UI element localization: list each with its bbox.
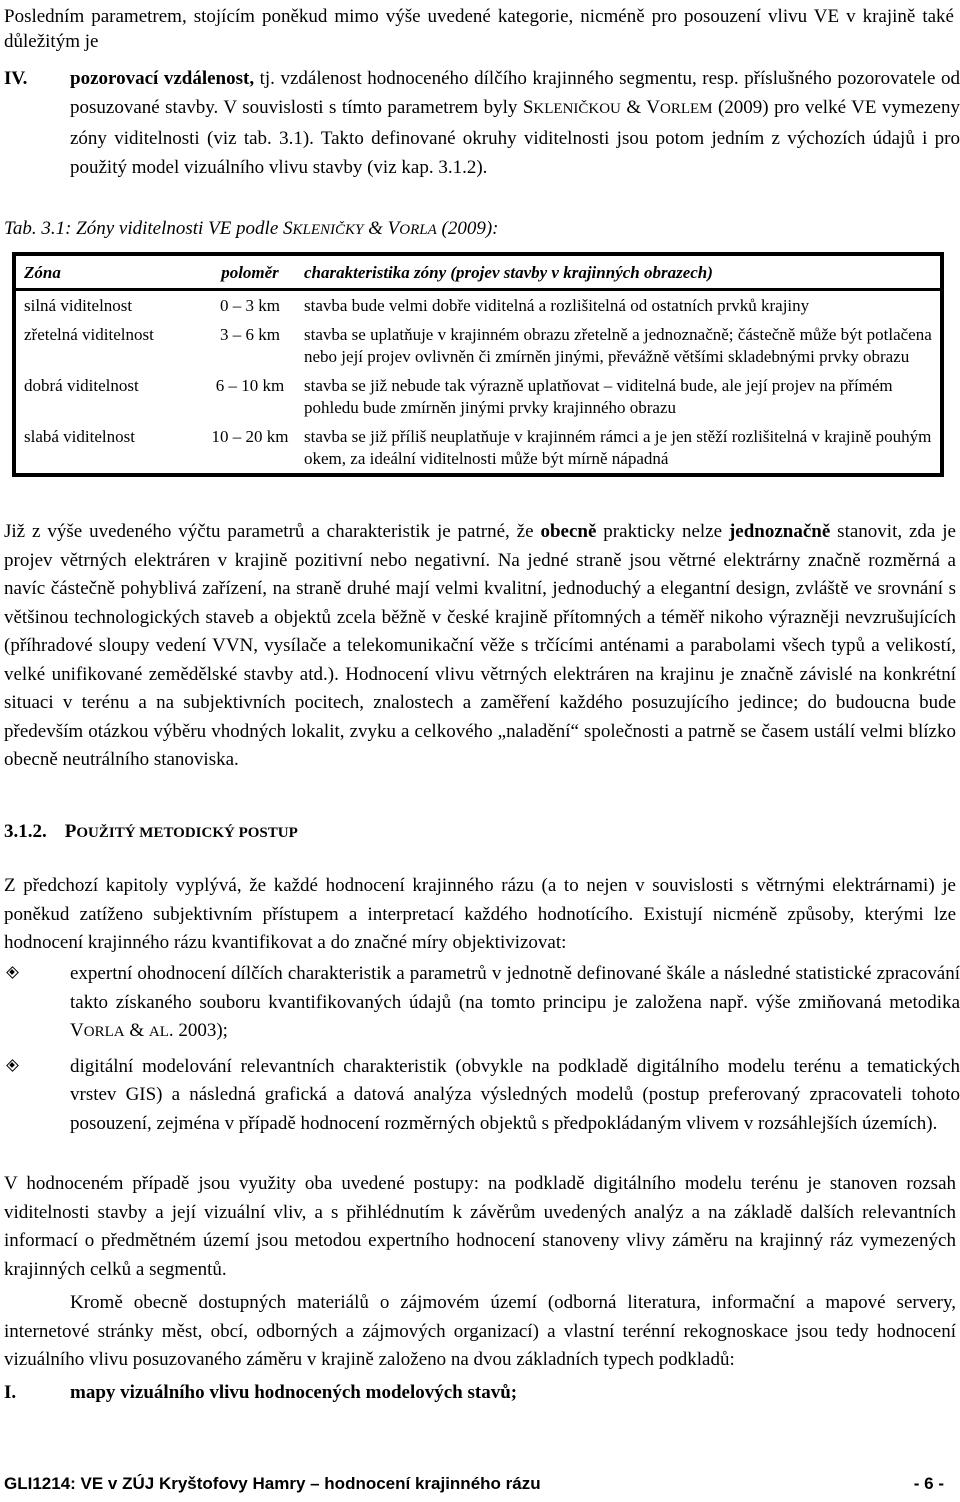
table-row <box>14 290 942 321</box>
bullet1-al: AL <box>148 1024 169 1040</box>
zone-radius: 3 – 6 km <box>220 325 280 344</box>
caption-author-a-initial: S <box>283 218 293 239</box>
discussion-part3: stanovit, zda je projev větrných elektráren v krajině pozitivní nebo negativní. Na jedné straně jsou větrné elektrárny značně rozměrná a navíc částečně pohyblivá zařízení, na straně druhé mají velmi kvalitní, jednoduchý a elegantní design, zvláště ve srovnání s většinou technologických staveb a objektů zcela běžně v české krajině přítomných a téměř nikoho výrazněji nevzrušujících (příhradové sloupy vedení VVN, vysílače a telekomunikační věže s trčícími anténami a parabolami všech typů a velikostí, velké unifikované zemědělské stavby atd.). Hodnocení vlivu větrných elektráren na krajinu je značně závislé na konkrétní situaci v terénu a na subjektivních pocitech, znalostech a zaměření každého posuzujícího jedince; do budoucna bude především otázkou výběru vhodných lokalit, zvyku a celkového „naladění“ společnosti a patrně se časem ustálí velmi blízko obecně neutrálního stanoviska. <box>4 521 956 770</box>
diamond-bullet-icon <box>6 1059 18 1071</box>
item-i-number: I. <box>4 1382 17 1403</box>
method-paragraph: Z předchozí kapitoly vyplývá, že každé hodnocení krajinného rázu (a to nejen v souvislosti s větrnými elektrárnami) je poněkud zatíženo subjektivním přístupem a interpretací každého hodnotícího. Existují nicméně způsoby, kterými lze hodnocení krajinného rázu kvantifikovat a do značné míry objektivizovat: <box>4 875 956 953</box>
table-row <box>14 320 942 371</box>
section-title-rest: OUŽITÝ METODICKÝ POSTUP <box>76 825 298 841</box>
bullet1-author-initial: V <box>70 1020 84 1041</box>
method-bullet-list <box>4 960 960 1144</box>
caption-ampersand: & <box>363 218 388 239</box>
item-iv-lead: pozorovací vzdálenost, <box>70 68 255 89</box>
intro-paragraph: Posledním parametrem, stojícím poněkud mimo výše uvedené kategorie, nicméně pro posouzení vlivu VE v krajině také důležitým je <box>4 6 954 52</box>
footer-title: GLI1214: VE v ZÚJ Kryštofovy Hamry – hodnocení krajinného rázu <box>4 1474 541 1493</box>
header-zone: Zóna <box>14 254 202 290</box>
item-iv <box>4 64 960 182</box>
page-number: - 6 - <box>913 1474 944 1493</box>
zone-name: zřetelná viditelnost <box>24 325 154 344</box>
bullet1-ampersand: & <box>124 1020 149 1041</box>
visibility-zones-table <box>12 252 944 477</box>
author-b-initial: V <box>646 97 660 118</box>
table-header-row <box>14 254 942 290</box>
section-heading <box>4 821 298 843</box>
zone-characteristic: stavba se již nebude tak výrazně uplatňovat – viditelná bude, ale její projev na přímém pohledu bude zmírněn jinými prvky krajinného obrazu <box>304 376 893 417</box>
section-title-initial: P <box>64 821 77 842</box>
section-number: 3.1.2. <box>4 821 47 842</box>
bullet-text-expert <box>70 960 960 1047</box>
discussion-paragraph <box>4 518 956 775</box>
zone-radius: 10 – 20 km <box>211 427 289 446</box>
header-radius: poloměr <box>202 254 296 290</box>
zone-radius: 0 – 3 km <box>220 296 280 315</box>
item-i <box>4 1382 517 1404</box>
caption-author-a-rest: KLENIČKY <box>292 222 364 238</box>
author-a-rest: KLENIČKOU <box>533 101 621 117</box>
zone-name: silná viditelnost <box>24 296 133 315</box>
zone-name: slabá viditelnost <box>24 427 135 446</box>
discussion-part1: Již z výše uvedeného výčtu parametrů a charakteristik je patrné, že <box>4 521 541 542</box>
item-iv-number: IV. <box>4 68 28 89</box>
bullet1-tail: . 2003); <box>168 1020 228 1041</box>
caption-prefix: Tab. 3.1: Zóny viditelnosti VE podle <box>4 218 284 239</box>
discussion-part2: prakticky nelze <box>596 521 729 542</box>
bullet1-author-rest: ORLA <box>83 1024 125 1040</box>
discussion-bold-unambiguously: jednoznačně <box>728 521 831 542</box>
table-row <box>14 422 942 475</box>
both-methods-paragraph: V hodnoceném případě jsou využity oba uvedené postupy: na podkladě digitálního modelu terénu je stanoven rozsah viditelnosti stavby a její vizuální vliv, a s přihlédnutím k závěrům uvedených analýz a na základě dalších relevantních informací o předmětném území jsou metodou expertního hodnocení stanoveny vlivy záměru na krajinný ráz vymezených krajinných celků a segmentů. <box>4 1173 956 1280</box>
list-item <box>4 1053 960 1139</box>
caption-suffix: (2009): <box>436 218 499 239</box>
discussion-bold-generally: obecně <box>540 521 597 542</box>
zone-characteristic: stavba se již příliš neuplatňuje v krajinném rámci a je jen stěží rozlišitelná v krajině pouhým okem, za ideální viditelnosti může být mírně nápadná <box>304 427 932 468</box>
zone-characteristic: stavba bude velmi dobře viditelná a rozlišitelná od ostatních prvků krajiny <box>304 296 810 315</box>
table-caption <box>4 218 499 240</box>
sources-paragraph: Kromě obecně dostupných materiálů o zájmovém území (odborná literatura, informační a mapové servery, internetové stránky měst, obcí, odborných a zájmových organizací) a vlastní terénní rekognoskace jsou tedy hodnocení vizuálního vlivu posuzovaného záměru v krajině založeno na dvou základních typech podkladů: <box>4 1292 956 1370</box>
caption-author-b-rest: ORLA <box>399 222 437 238</box>
item-i-text: mapy vizuálního vlivu hodnocených modelových stavů; <box>70 1382 518 1403</box>
author-ampersand: & <box>620 97 647 118</box>
item-iv-text-part2: (2009) pro velké VE vymezeny zóny viditelnosti (viz tab. 3.1). Takto definované okruhy viditelnosti jsou potom jedním z výchozích údajů i pro použitý model vizuálního vlivu stavby (viz kap. 3.1.2). <box>70 97 960 178</box>
bullet-text-digital: digitální modelování relevantních charakteristik (obvykle na podkladě digitálního modelu terénu a tematických vrstev GIS) a následná grafická a datová analýza výsledných modelů (postup preferovaný zpracovateli tohoto posouzení, zejména v případě hodnocení rozměrných objektů s předpokládaným vlivem v rozsáhlejších územích). <box>70 1055 960 1134</box>
header-characteristic: charakteristika zóny (projev stavby v krajinných obrazech) <box>296 254 942 290</box>
caption-author-b-initial: V <box>387 218 400 239</box>
zone-name: dobrá viditelnost <box>24 376 139 395</box>
table-row <box>14 371 942 422</box>
diamond-bullet-icon <box>6 966 18 978</box>
item-iv-text-part1: tj. vzdálenost hodnoceného dílčího krajinného segmentu, resp. příslušného pozorovatele od posuzované stavby. V souvislosti s tímto parametrem byly <box>70 68 960 118</box>
author-b-rest: ORLEM <box>660 101 713 117</box>
author-a-initial: S <box>522 97 534 118</box>
page-footer <box>4 1474 944 1494</box>
bullet1-text: expertní ohodnocení dílčích charakteristik a parametrů v jednotně definované škále a následné statistické zpracování takto získaného souboru kvantifikovaných údajů (na tomto principu je založena např. výše zmiňovaná metodika <box>70 963 960 1013</box>
zone-radius: 6 – 10 km <box>215 376 285 395</box>
list-item <box>4 960 960 1047</box>
item-iv-text <box>70 64 960 182</box>
zone-characteristic: stavba se uplatňuje v krajinném obrazu zřetelně a jednoznačně; částečně může být potlačena nebo její projev ovlivněn či zmírněn jinými, převážně většími skladebnými prvky obrazu <box>304 325 932 366</box>
